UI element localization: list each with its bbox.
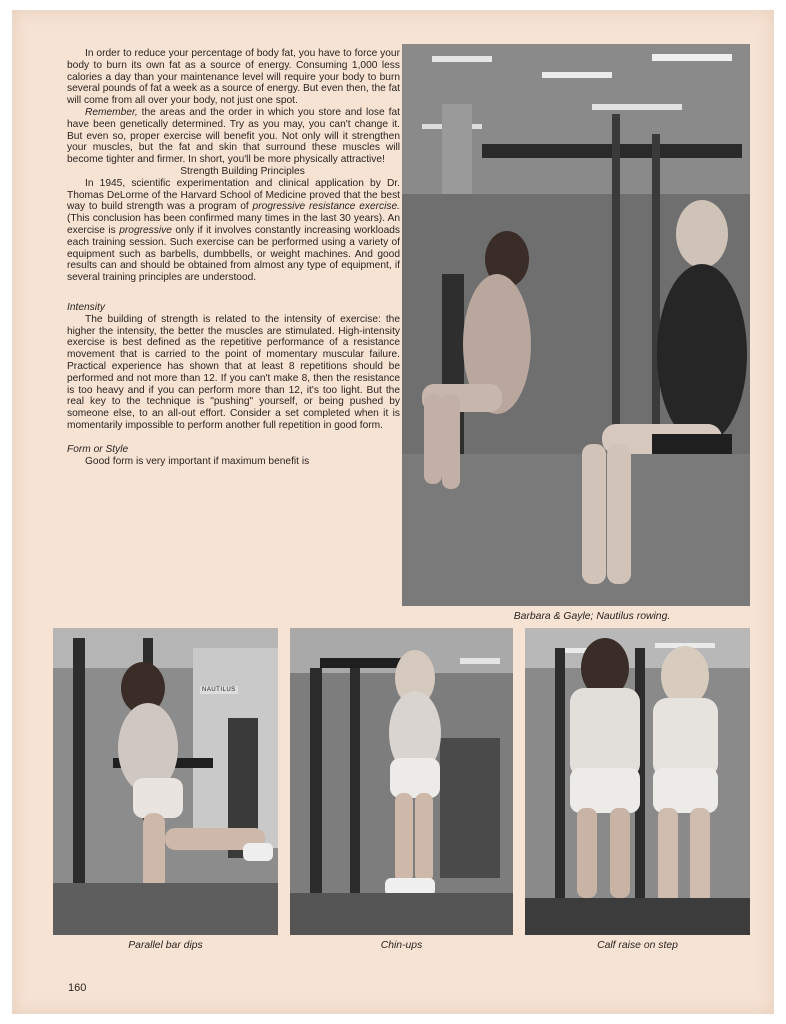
photo-dips-image [53, 628, 278, 935]
paragraph-body-fat: In order to reduce your percentage of body fat, you have to force your body to burn its own fat as a source of energy. Consuming 1,000 less calories a day than your maintenance level will require your body to burn several pounds of fat a week as a source of energy. But even then, the fat will come from all over your body, not just one spot. [67, 48, 400, 107]
section-heading: Strength Building Principles [180, 165, 305, 177]
history-text-c: only if it involves constantly increasing workloads each training session. Such exercise can be performed using a variety of equipment such as barbells, dumbbells, or weight machines. And good results can and should be obtained from almost any type of equipment, if several training principles are understood. [67, 224, 401, 284]
photo-calf-image [525, 628, 750, 935]
history-text-b: (This conclusion has been confirmed many times in the last 30 years). An exercise is [67, 213, 400, 236]
paragraph-history [67, 178, 400, 284]
paragraph-form: Good form is very important if maximum benefit is [85, 455, 310, 467]
history-emphasis: progressive resistance exercise. [252, 201, 400, 213]
form-heading: Form or Style [67, 443, 129, 455]
intensity-heading: Intensity [67, 301, 105, 313]
photo-nautilus-rowing [402, 44, 750, 606]
photo-chin-ups [290, 628, 513, 935]
paragraph-intensity: The building of strength is related to the intensity of exercise: the higher the intensity, the better the muscles are stimulated. High-intensity exercise is best defined as the repetitive performance of a resistance movement that is carried to the point of momentary muscular failure. Practical experience has shown that at least 8 repetitions should be performed and not more than 12. If you can't make 8, then the resistance is too heavy and if you can perform more than 12, it's too light. But the real key to the technique is "pushing" yourself, or being pushed by someone else, to an all-out effort. Consider a set completed when it is momentarily impossible to perform another full repetition in good form. [67, 313, 400, 431]
history-text-a: In 1945, scientific experimentation and clinical application by Dr. Thomas DeLorme of the Harvard School of Medicine proved that the best way to build strength was a program of [67, 177, 400, 213]
spacer [67, 284, 400, 302]
history-emphasis-2: progressive [119, 224, 172, 236]
caption-chin-ups: Chin-ups [380, 940, 423, 951]
article-text-column [67, 48, 400, 467]
remember-emphasis: Remember, [85, 106, 138, 118]
paragraph-remember [67, 107, 400, 166]
magazine-page [12, 10, 774, 1014]
photo-parallel-bar-dips [53, 628, 278, 935]
photo-calf-raise [525, 628, 750, 935]
remember-text: the areas and the order in which you store and lose fat have been genetically determined. Try as you may, you can't change it. But even so, proper exercise will benefit you. Not only will it strengthen your muscles, but the fat and skin that surround these muscles will become tighter and firmer. In short, you'll be more physically attractive! [67, 106, 400, 166]
caption-calf-raise: Calf raise on step [597, 940, 678, 951]
photo-chinups-image [290, 628, 513, 935]
caption-main-photo: Barbara & Gayle; Nautilus rowing. [513, 611, 671, 622]
photo-nautilus-rowing-image [402, 44, 750, 606]
caption-dips: Parallel bar dips [128, 940, 203, 951]
page-number: 160 [68, 982, 87, 994]
nautilus-sign: NAUTILUS [202, 687, 236, 693]
